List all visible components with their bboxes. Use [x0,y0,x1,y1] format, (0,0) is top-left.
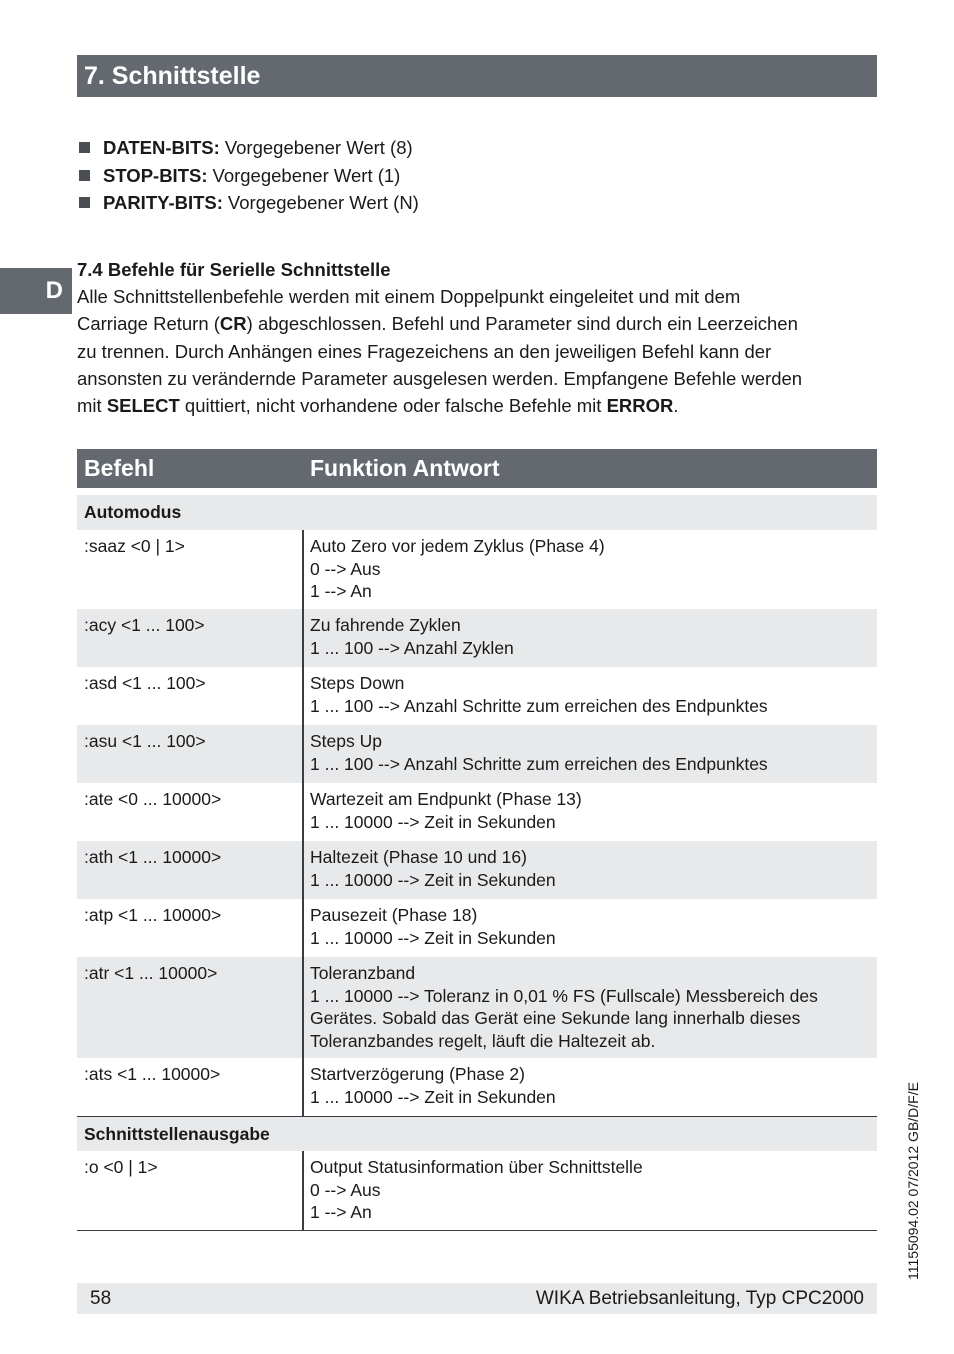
text-emphasis: SELECT [106,395,180,417]
function-cell [310,535,872,603]
table-bottom-rule [77,1230,877,1231]
column-divider [302,1151,304,1230]
list-item [79,162,419,190]
bullet-label: STOP-BITS: [103,164,208,186]
function-line: Output Statusinformation über Schnittstelle [310,1157,643,1177]
function-line: 1 ... 10000 --> Toleranz in 0,01 % FS (Fullscale) Messbereich des [310,985,818,1006]
table-row [77,530,877,609]
page-footer [77,1283,877,1314]
list-item [79,134,419,162]
function-cell [310,962,872,1052]
function-cell [310,672,872,717]
function-cell [310,1063,872,1108]
page-number: 58 [90,1288,112,1309]
bullet-list [79,134,419,217]
bullet-label: DATEN-BITS: [103,137,220,158]
table-header [77,449,877,488]
table-row [77,667,877,725]
function-line: Haltezeit (Phase 10 und 16) [310,847,527,867]
bullet-text: Vorgegebener Wert (N) [227,192,419,213]
command-cell: :ate <0 ... 10000> [84,789,222,809]
column-divider [302,899,304,957]
column-divider [302,841,304,899]
bullet-text: Vorgegebener Wert (8) [224,137,413,158]
function-line: Pausezeit (Phase 18) [310,905,478,925]
text-run: Carriage Return ( [77,313,220,335]
bullet-text: Vorgegebener Wert (1) [212,164,401,186]
command-cell: :atp <1 ... 10000> [84,905,222,925]
command-cell: :atr <1 ... 10000> [84,963,218,983]
column-divider [302,725,304,783]
command-cell: :ats <1 ... 10000> [84,1064,221,1084]
paragraph-line: zu trennen. Durch Anhängen eines Fragezeichens an den jeweiligen Befehl kann der [77,340,772,362]
command-cell: :asd <1 ... 100> [84,673,206,693]
column-divider [302,957,304,1058]
function-line: Auto Zero vor jedem Zyklus (Phase 4) [310,536,605,556]
table-row [77,1058,877,1116]
bullet-label: PARITY-BITS: [103,192,223,213]
column-divider [302,1058,304,1116]
function-line: 1 ... 10000 --> Zeit in Sekunden [310,1086,556,1107]
document-code: 11155094.02 07/2012 GB/D/F/E [905,1082,921,1280]
function-cell [310,1156,872,1224]
intro-paragraph [77,283,877,419]
function-line: Steps Up [310,731,382,751]
table-row [77,899,877,957]
text-emphasis: ERROR [606,395,674,417]
function-line: Steps Down [310,673,405,693]
text-run: . [673,395,679,417]
page-title: 7. Schnittstelle [77,55,877,97]
section-heading: 7.4 Befehle für Serielle Schnittstelle [77,259,391,280]
function-cell [310,730,872,775]
footer-title: WIKA Betriebsanleitung, Typ CPC2000 [535,1288,864,1309]
text-run: mit [77,395,107,417]
function-line: Startverzögerung (Phase 2) [310,1064,525,1084]
table-row [77,725,877,783]
paragraph-line: ansonsten zu verändernde Parameter ausgelesen werden. Empfangene Befehle werden [77,367,803,389]
group-header-schnittstellenausgabe: Schnittstellenausgabe [77,1117,877,1151]
function-line: Toleranzband [310,963,416,983]
column-divider [302,530,304,609]
table-row [77,1151,877,1230]
function-line: Zu fahrende Zyklen [310,615,461,635]
function-line: 1 --> An [310,1202,372,1222]
function-line: Toleranzbandes regelt, läuft die Haltezeit ab. [310,1030,656,1051]
function-line: Wartezeit am Endpunkt (Phase 13) [310,789,582,809]
function-cell [310,788,872,833]
command-cell: :ath <1 ... 10000> [84,847,222,867]
paragraph-line [77,310,877,337]
function-line: Gerätes. Sobald das Gerät eine Sekunde lang innerhalb dieses [310,1008,801,1028]
paragraph-line: Alle Schnittstellenbefehle werden mit einem Doppelpunkt eingeleitet und mit dem [77,286,741,307]
command-cell: :saaz <0 | 1> [84,536,185,556]
command-cell: :asu <1 ... 100> [84,731,206,751]
function-line: 1 ... 100 --> Anzahl Zyklen [310,637,514,658]
bullet-square-icon [79,197,90,208]
group-header-automodus: Automodus [77,495,877,530]
paragraph-line [77,392,877,419]
function-line: 1 --> An [310,581,372,601]
function-line: 1 ... 10000 --> Zeit in Sekunden [310,869,556,890]
function-cell [310,614,872,659]
command-cell: :acy <1 ... 100> [84,615,205,635]
column-divider [302,667,304,725]
function-line: 1 ... 10000 --> Zeit in Sekunden [310,811,556,832]
bullet-square-icon [79,142,90,153]
command-cell: :o <0 | 1> [84,1157,158,1177]
table-row [77,841,877,899]
language-tab: D [0,268,72,314]
text-run: ) abgeschlossen. Befehl und Parameter sind durch ein Leerzeichen [246,313,798,335]
function-cell [310,904,872,949]
function-line: 0 --> Aus [310,1179,381,1200]
function-line: 1 ... 100 --> Anzahl Schritte zum erreichen des Endpunktes [310,753,768,774]
table-row [77,957,877,1058]
column-header-function: Funktion Antwort [310,455,500,481]
list-item [79,189,419,217]
function-line: 0 --> Aus [310,558,381,579]
text-emphasis: CR [219,313,247,335]
bullet-square-icon [79,170,90,181]
function-cell [310,846,872,891]
table-row [77,783,877,841]
text-run: quittiert, nicht vorhandene oder falsche Befehle mit [179,395,607,417]
table-row [77,609,877,667]
function-line: 1 ... 100 --> Anzahl Schritte zum erreichen des Endpunktes [310,695,768,716]
function-line: 1 ... 10000 --> Zeit in Sekunden [310,927,556,948]
column-divider [302,609,304,667]
column-divider [302,783,304,841]
column-header-command: Befehl [84,455,155,481]
